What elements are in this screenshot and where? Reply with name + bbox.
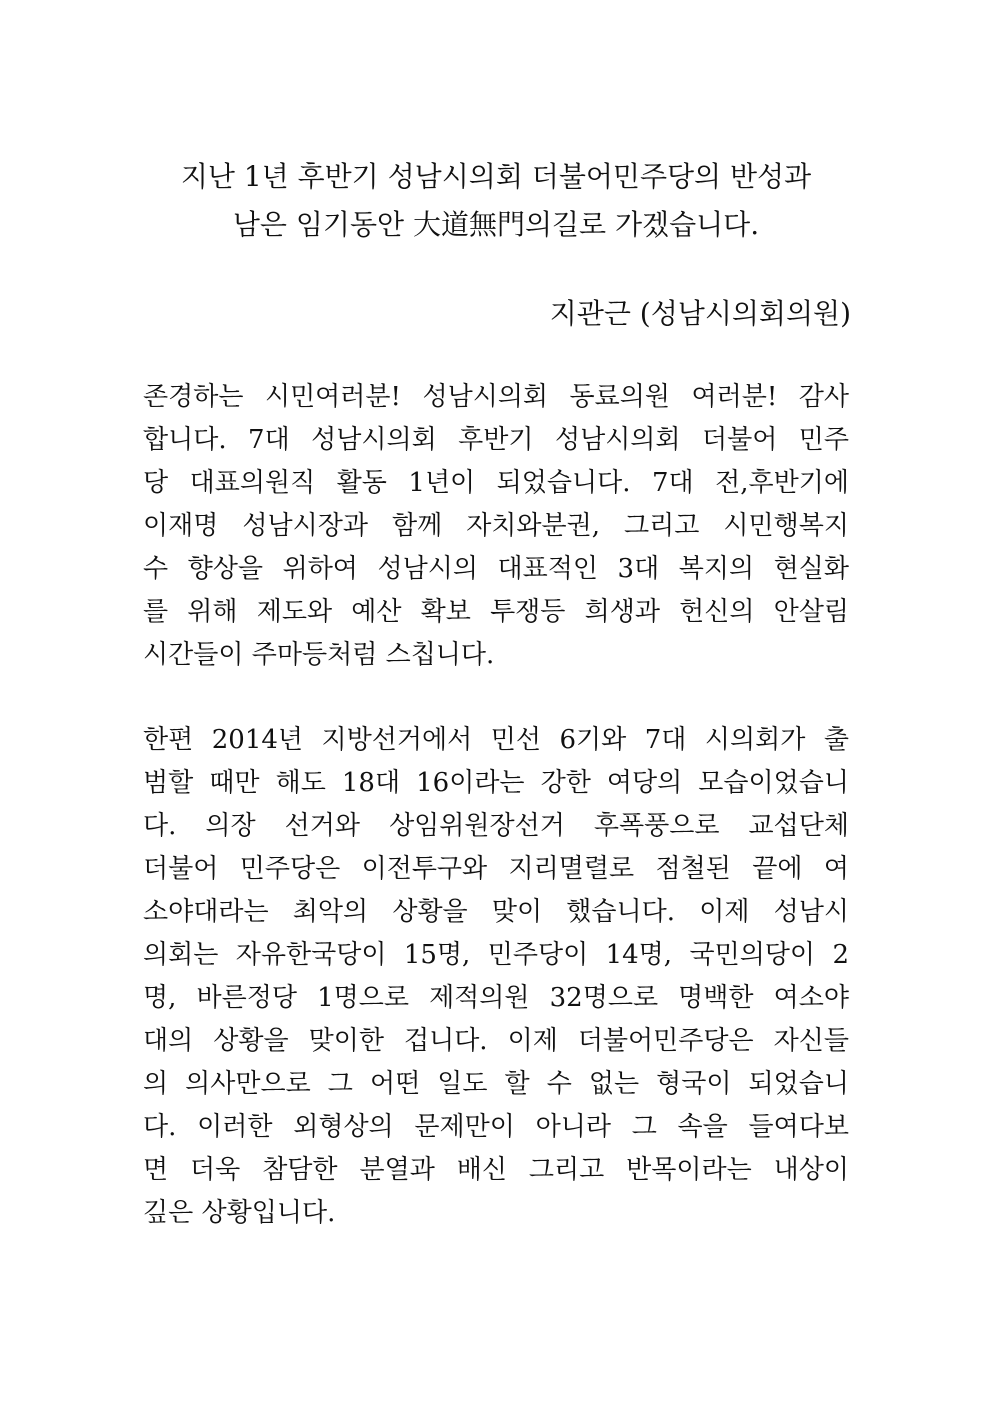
paragraph-line: 이재명 성남시장과 함께 자치와분권, 그리고 시민행복지 <box>143 511 849 541</box>
paragraph-line: 대의 상황을 맞이한 겁니다. 이제 더불어민주당은 자신들 <box>143 1026 849 1056</box>
paragraph-line: 다. 의장 선거와 상임위원장선거 후폭풍으로 교섭단체 <box>143 811 849 841</box>
paragraph-line: 한편 2014년 지방선거에서 민선 6기와 7대 시의회가 출 <box>143 725 849 755</box>
author-line: 지관근 (성남시의회의원) <box>549 297 851 330</box>
paragraph-line: 의회는 자유한국당이 15명, 민주당이 14명, 국민의당이 2 <box>143 940 849 970</box>
paragraph-line: 당 대표의원직 활동 1년이 되었습니다. 7대 전,후반기에 <box>143 468 849 498</box>
paragraph-line: 를 위해 제도와 예산 확보 투쟁등 희생과 헌신의 안살림 <box>143 597 849 627</box>
paragraph-line: 합니다. 7대 성남시의회 후반기 성남시의회 더불어 민주 <box>143 425 849 455</box>
paragraph-line: 깊은 상황입니다. <box>143 1198 336 1228</box>
title-line-2: 남은 임기동안 大道無門의길로 가겠습니다. <box>232 208 760 241</box>
title-line-1: 지난 1년 후반기 성남시의회 더불어민주당의 반성과 <box>180 160 812 193</box>
paragraph-line: 수 향상을 위하여 성남시의 대표적인 3대 복지의 현실화 <box>143 554 849 584</box>
paragraph-line: 면 더욱 참담한 분열과 배신 그리고 반목이라는 내상이 <box>143 1155 849 1185</box>
paragraph-line: 의 의사만으로 그 어떤 일도 할 수 없는 형국이 되었습니 <box>143 1069 849 1099</box>
paragraph-line: 범할 때만 해도 18대 16이라는 강한 여당의 모습이었습니 <box>143 768 849 798</box>
paragraph-line: 더불어 민주당은 이전투구와 지리멸렬로 점철된 끝에 여 <box>143 854 849 884</box>
paragraph-line: 소야대라는 최악의 상황을 맞이 했습니다. 이제 성남시 <box>143 897 849 927</box>
paragraph-line: 명, 바른정당 1명으로 제적의원 32명으로 명백한 여소야 <box>143 983 849 1013</box>
paragraph-line: 존경하는 시민여러분! 성남시의회 동료의원 여러분! 감사 <box>143 382 849 412</box>
paragraph-line: 다. 이러한 외형상의 문제만이 아니라 그 속을 들여다보 <box>143 1112 849 1142</box>
paragraph-line: 시간들이 주마등처럼 스칩니다. <box>143 640 495 670</box>
